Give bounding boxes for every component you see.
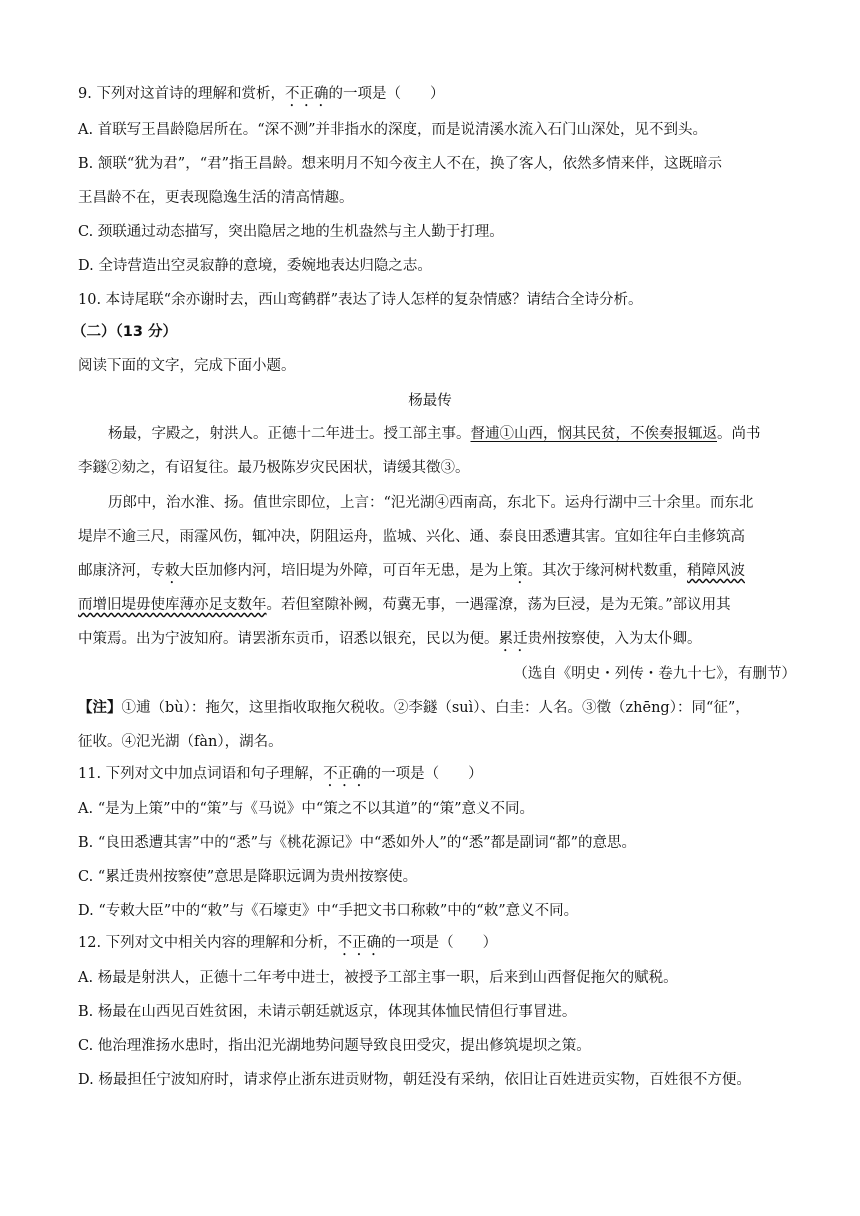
q12-option-a: A. 杨最是射洪人，正德十二年考中进士，被授予工部主事一职，后来到山西督促拖欠的赋税。 — [78, 970, 678, 986]
notes-label: 【注】 — [78, 700, 122, 716]
q9-option-a: A. 首联写王昌龄隐居所在。“深不测”并非指水的深度，而是说清溪水流入石门山深处，见不到头。 — [78, 122, 708, 138]
q11-emphasis: 不正确 — [323, 766, 367, 782]
passage-p2-line5 — [78, 629, 702, 655]
wavy-sentence: 而增旧堤毋使库薄亦足支数年 — [78, 597, 267, 613]
passage-p2-line3 — [78, 561, 745, 587]
notes-line1 — [78, 698, 750, 718]
wavy-sentence: 稍障风波 — [687, 563, 745, 579]
passage-text: 。其次于缘河树杙数重， — [527, 563, 687, 579]
passage-source: （选自《明史・列传・卷九十七》，有删节） — [513, 666, 796, 682]
passage-p2-line4 — [78, 595, 731, 615]
passage-text: 大臣加修内河，培旧堤为外障，可百年无患，是为上 — [179, 563, 513, 579]
q9-stem — [78, 84, 444, 110]
passage-p2-line1: 历郎中，治水淮、扬。值世宗即位，上言：“氾光湖④西南高，东北下。运舟行湖中三十余里。而东北 — [108, 495, 754, 511]
q9-option-b-cont: 王昌龄不在，更表现隐逸生活的清高情趣。 — [78, 190, 354, 206]
passage-p1-line1 — [108, 424, 761, 444]
q12-option-b: B. 杨最在山西见百姓贫困，未请示朝廷就返京，体现其体恤民情但行事冒进。 — [78, 1004, 577, 1020]
q11-stem — [78, 764, 483, 790]
passage-text: 。尚书 — [717, 426, 761, 442]
section-heading: （二）（13 分） — [72, 324, 177, 340]
dotted-word: 累迁 — [498, 631, 528, 647]
q11-stem-end: 的一项是（ ） — [366, 766, 483, 782]
q9-stem-end: 的一项是（ ） — [328, 86, 445, 102]
passage-text: 中策焉。出为宁波知府。请罢浙东贡币，诏悉以银充，民以为便。 — [78, 631, 499, 647]
reading-instruction: 阅读下面的文字，完成下面小题。 — [78, 358, 296, 374]
underlined-sentence: 督逋①山西，悯其民贫，不俟奏报辄返 — [470, 426, 717, 442]
passage-text: 。若但窒隙补阙，苟冀无事，一遇霪潦，荡为巨浸，是为无策。”部议用其 — [266, 597, 731, 613]
q11-option-c: C. “累迁贵州按察使”意思是降职远调为贵州按察使。 — [78, 869, 418, 885]
q12-option-c: C. 他治理淮扬水患时，指出氾光湖地势问题导致良田受灾，提出修筑堤坝之策。 — [78, 1038, 591, 1054]
q10-stem: 10. 本诗尾联“余亦谢时去，西山鸾鹤群”表达了诗人怎样的复杂情感？请结合全诗分析。 — [78, 292, 643, 308]
q12-option-d: D. 杨最担任宁波知府时，请求停止浙东进贡财物，朝廷没有采纳，依旧让百姓进贡实物，百姓很不方便。 — [78, 1072, 751, 1088]
q12-stem-end: 的一项是（ ） — [381, 935, 498, 951]
q9-option-d: D. 全诗营造出空灵寂静的意境，委婉地表达归隐之志。 — [78, 258, 432, 274]
q11-option-b: B. “良田悉遭其害”中的“悉”与《桃花源记》中“悉如外人”的“悉”都是副词“都”的意思。 — [78, 835, 636, 851]
notes-line2: 征收。④氾光湖（fàn），湖名。 — [78, 734, 283, 750]
q11-option-a: A. “是为上策”中的“策”与《马说》中“策之不以其道”的“策”意义不同。 — [78, 801, 534, 817]
notes-text: ①逋（bù）：拖欠，这里指收取拖欠税收。②李鐩（suì）、白圭：人名。③徵（zhēng）：同“征”， — [121, 700, 750, 716]
q12-stem-text: 12. 下列对文中相关内容的理解和分析， — [78, 935, 338, 951]
passage-text: 贵州按察使，入为太仆卿。 — [527, 631, 702, 647]
q11-stem-text: 11. 下列对文中加点词语和句子理解， — [78, 766, 324, 782]
q9-option-c: C. 颈联通过动态描写，突出隐居之地的生机盎然与主人勤于打理。 — [78, 224, 504, 240]
q12-stem — [78, 933, 497, 959]
passage-text: 杨最，字殿之，射洪人。正德十二年进士。授工部主事。 — [108, 426, 471, 442]
q12-emphasis: 不正确 — [337, 935, 382, 951]
q9-stem-text: 9. 下列对这首诗的理解和赏析， — [78, 86, 285, 102]
passage-p2-line2: 堤岸不逾三尺，雨霪风伤，辄冲决，阴阻运舟，监城、兴化、通、泰良田悉遭其害。宜如往年白圭修筑高 — [78, 529, 745, 545]
q9-emphasis: 不正确 — [284, 86, 329, 102]
passage-text: 邮康济河，专 — [78, 563, 165, 579]
passage-p1-line2: 李鐩②劾之，有诏复往。最乃极陈岁灾民困状，请缓其徵③。 — [78, 460, 470, 476]
q9-option-b: B. 颔联“犹为君”，“君”指王昌龄。想来明月不知今夜主人不在，换了客人，依然多情来伴，这既暗示 — [78, 156, 723, 172]
dotted-word: 敕 — [165, 563, 180, 579]
q11-option-d: D. “专敕大臣”中的“敕”与《石壕吏》中“手把文书口称敕”中的“敕”意义不同。 — [78, 903, 579, 919]
passage-title: 杨最传 — [408, 393, 452, 409]
dotted-word: 策 — [513, 563, 528, 579]
